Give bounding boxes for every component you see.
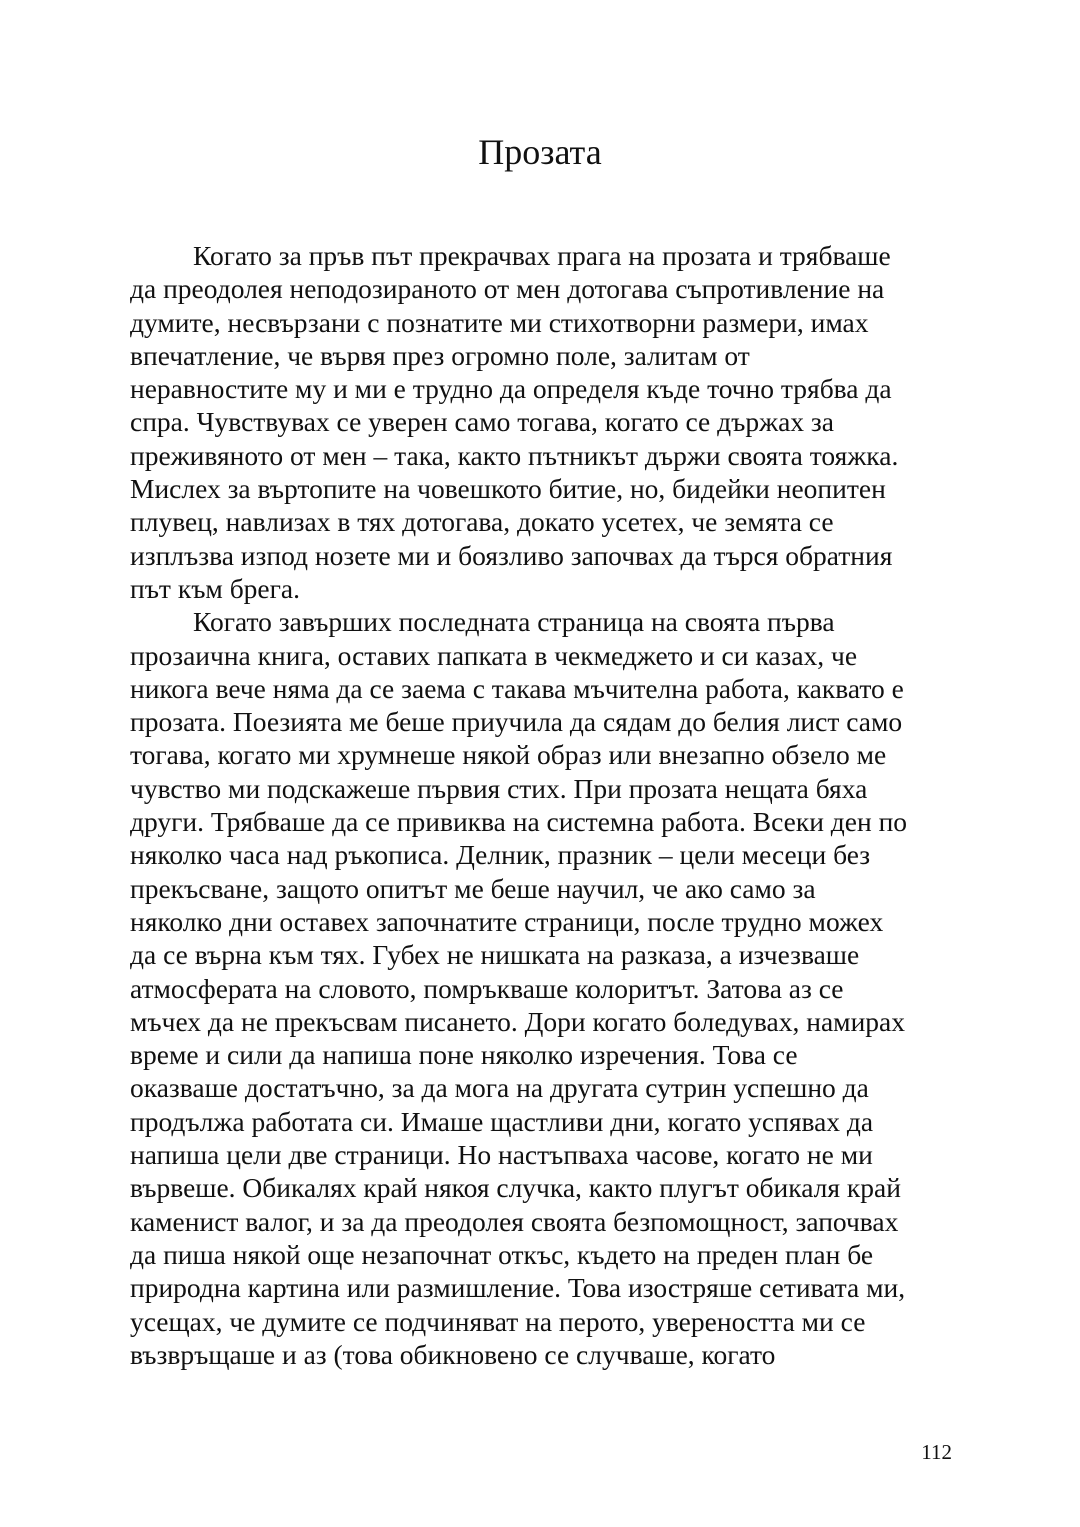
text-line: изплъзва изпод нозете ми и боязливо започвах да търся обратния [130,539,893,571]
text-line: никога вече няма да се заема с такава мъчителна работа, каквато е [130,672,904,704]
text-line: няколко дни оставех започнатите страници, после трудно можех [130,905,884,937]
text-line: няколко часа над ръкописа. Делник, празник – цели месеци без [130,839,871,871]
text-line: природна картина или размишление. Това изостряше сетивата ми, [130,1272,906,1304]
text-line: Когато завърших последната страница на своята първа [193,606,835,638]
text-line: време и сили да напиша поне няколко изречения. Това се [130,1039,798,1071]
text-line: мъчех да не прекъсвам писането. Дори когато боледувах, намирах [130,1005,905,1037]
text-line: спра. Чувствувах се уверен само тогава, когато се държах за [130,406,834,438]
text-line: възвръщаше и аз (това обикновено се случваше, когато [130,1338,776,1370]
body-text [130,239,970,1371]
paragraph-2 [130,605,970,1371]
text-line: Мислех за въртопите на човешкото битие, но, бидейки неопитен [130,473,886,505]
text-line: прозаична книга, оставих папката в чекмеджето и си казах, че [130,639,858,671]
text-line: тогава, когато ми хрумнеше някой образ или внезапно обзело ме [130,739,887,771]
text-line: вървеше. Обикалях край някоя случка, както плугът обикаля край [130,1172,901,1204]
text-line: плувец, навлизах в тях дотогава, докато усетех, че земята се [130,506,834,538]
text-line: прекъсване, защото опитът ме беше научил, че ако само за [130,872,816,904]
text-line: усещах, че думите се подчиняват на перото, увереността ми се [130,1305,866,1337]
text-line: да преодолея неподозираното от мен дотогава съпротивление на [130,273,885,305]
text-line: оказваше достатъчно, за да мога на другата сутрин успешно да [130,1072,869,1104]
paragraph-1 [130,239,970,605]
text-line: атмосферата на словото, помръкваше колоритът. Затова аз се [130,972,844,1004]
text-line: други. Трябваше да се привиква на системна работа. Всеки ден по [130,806,908,838]
text-line: чувство ми подскажеше първия стих. При прозата нещата бяха [130,772,868,804]
text-line: неравностите му и ми е трудно да определя къде точно трябва да [130,373,892,405]
text-line: каменист валог, и за да преодолея своята безпомощност, започвах [130,1205,899,1237]
page-title: Прозата [478,132,602,172]
text-line: впечатление, че вървя през огромно поле, залитам от [130,339,750,371]
text-line: да се върна към тях. Губех не нишката на разказа, а изчезваше [130,939,860,971]
text-line: да пиша някой още незапочнат откъс, където на преден план бе [130,1238,874,1270]
text-line: път към брега. [130,572,300,604]
text-line: напиша цели две страници. Но настъпваха часове, когато не ми [130,1139,873,1171]
text-line: преживяното от мен – така, както пътникът държи своята тояжка. [130,439,899,471]
text-line: думите, несвързани с познатите ми стихотворни размери, имах [130,306,869,338]
text-line: прозата. Поезията ме беше приучила да сядам до белия лист само [130,706,903,738]
text-line: продължа работата си. Имаше щастливи дни, когато успявах да [130,1105,874,1137]
text-line: Когато за пръв път прекрачвах прага на прозата и трябваше [193,240,891,271]
page-number: 112 [921,1440,952,1464]
